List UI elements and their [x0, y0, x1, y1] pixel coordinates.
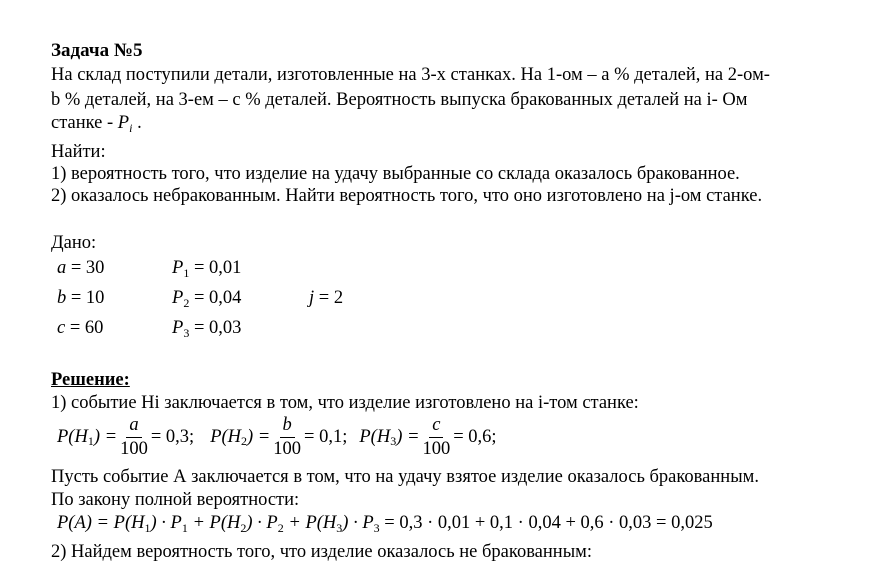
condition-line-3: станке - $P_i$ . [51, 113, 142, 135]
given-a: a = 30 [57, 258, 105, 278]
condition-line-2: b % деталей, на 3-ем – с % деталей. Вероятность выпуска бракованных деталей на i- Ом [51, 90, 748, 110]
task-title: Задача №5 [51, 40, 143, 61]
given-p3: $P_3 = 0,03$ [172, 318, 242, 340]
solution-label: Решение: [51, 370, 130, 390]
given-p2: $P_2 = 0,04$ [172, 288, 242, 310]
hypotheses-formula: P(H 1 ) = $\frac{a}{100}$ = 0,3; P(H 2 ) = $\frac{b}{100}$ = 0,1; P(H 3 ) = $\frac{c}{100}$ = 0,6; [57, 415, 497, 459]
solution-line-4: 2) Найдем вероятность того, что изделие оказалось не бракованным: [51, 542, 592, 562]
given-j: j = 2 [309, 288, 344, 308]
find-item-2: 2) оказалось небракованным. Найти вероятность того, что оно изготовлено на j-ом станке. [51, 186, 763, 206]
fraction-b: $\frac{b}{100}$ [273, 415, 302, 459]
find-label: Найти: [51, 142, 106, 162]
p-i-symbol: P [117, 113, 130, 133]
given-p1: $P_1 = 0,01$ [172, 258, 242, 280]
condition-line-1: На склад поступили детали, изготовленные на 3-х станках. На 1-ом – а % деталей, на 2-ом- [51, 65, 770, 85]
given-c: c = 60 [57, 318, 104, 338]
fraction-c: $\frac{c}{100}$ [422, 415, 451, 459]
fraction-a: $\frac{a}{100}$ [120, 415, 148, 459]
find-item-1: 1) вероятность того, что изделие на удачу выбранные со склада оказалось бракованное. [51, 164, 740, 184]
solution-line-1: 1) событие Hi заключается в том, что изделие изготовлено на i-том станке: [51, 393, 639, 413]
solution-line-2: Пусть событие А заключается в том, что на удачу взятое изделие оказалось бракованным. [51, 467, 759, 487]
given-label: Дано: [51, 233, 97, 253]
solution-line-3: По закону полной вероятности: [51, 490, 300, 510]
given-b: b = 10 [57, 288, 105, 308]
total-probability-formula: $P(A) = P(H_1) \cdot P_1 + P(H_2) \cdot P_2 + P(H_3) \cdot P_3 = 0,3 \cdot 0,01 + 0,1 \cdot 0,04 + 0,6 \cdot 0,03 = 0,025$ [57, 513, 713, 535]
